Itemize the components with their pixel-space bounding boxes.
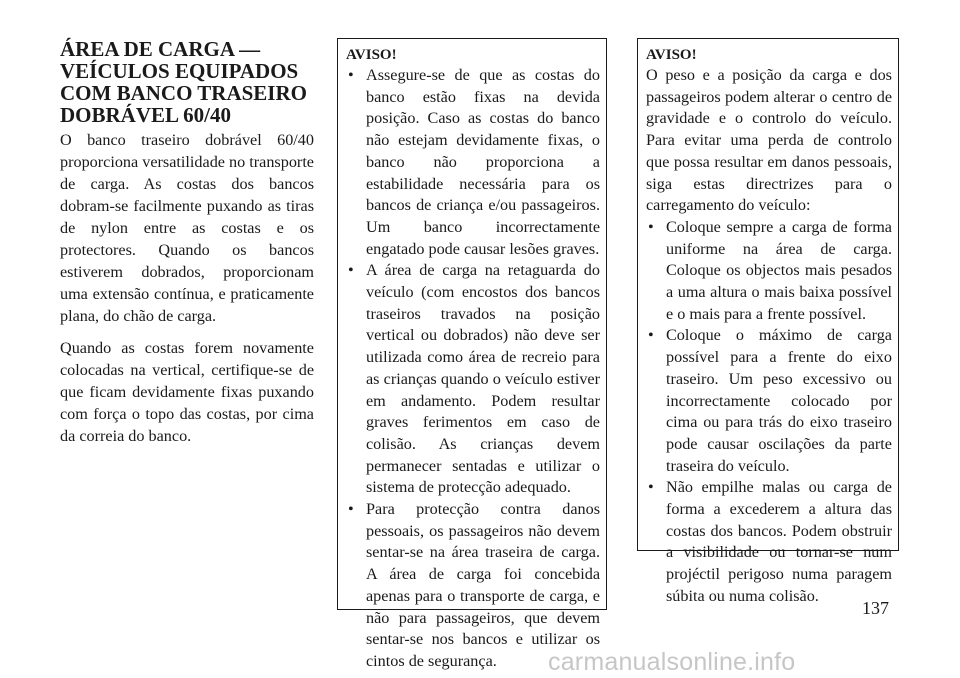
- warning-label: AVISO!: [346, 47, 397, 63]
- warning-bullet-list: [646, 217, 892, 608]
- body-paragraph: Quando as costas forem novamente colocadas na vertical, certifique-se de que ficam devidamente fixas puxando com força o topo das costas, por cima da correia do banco.: [60, 339, 314, 445]
- section-title: ÁREA DE CARGA — VEÍCULOS EQUIPADOS COM BANCO TRASEIRO DOBRÁVEL 60/40: [60, 37, 307, 127]
- watermark: carmanualsonline.info: [548, 648, 796, 676]
- warning-intro: O peso e a posição da carga e dos passageiros podem alterar o centro de gravidade e o controlo do veículo. Para evitar uma perda de controlo que possa resultar em danos pessoais, siga estas directrizes para o carregamento do veículo:: [646, 66, 892, 215]
- warning-bullet: • Não empilhe malas ou carga de forma a excederem a altura das costas dos bancos. Podem obstruir a visibilidade ou tornar-se num projéctil perigoso numa paragem súbita ou numa colisão.: [646, 477, 892, 607]
- warning-box: [637, 38, 899, 605]
- right-column: [637, 38, 899, 605]
- warning-box: [337, 38, 607, 670]
- warning-bullet: • A área de carga na retaguarda do veículo (com encostos dos bancos traseiros travados na posição vertical ou dobrados) não deve ser utilizada como área de recreio para as crianças quando o veículo estiver em andamento. Podem resultar graves ferimentos em caso de colisão. As crianças devem permanecer sentadas e utilizar o sistema de protecção adequado.: [346, 260, 600, 499]
- warning-bullet: • Para protecção contra danos pessoais, os passageiros não devem sentar-se na área traseira de carga. A área de carga foi concebida apenas para o transporte de carga, e não para passageiros, que devem sentar-se nos bancos e utilizar os cintos de segurança.: [346, 499, 600, 673]
- warning-bullet: • Assegure-se de que as costas do banco estão fixas na devida posição. Caso as costas do banco não estejam devidamente fixas, o banco não proporciona a estabilidade necessária para os bancos de criança e/ou passageiros. Um banco incorrectamente engatado pode causar lesões graves.: [346, 65, 600, 260]
- warning-bullet: • Coloque sempre a carga de forma uniforme na área de carga. Coloque os objectos mais pesados a uma altura o mais baixa possível e o mais para a frente possível.: [646, 217, 892, 326]
- warning-bullet-list: [346, 65, 600, 673]
- middle-column: [337, 38, 607, 670]
- warning-label: AVISO!: [646, 47, 697, 63]
- body-paragraph: O banco traseiro dobrável 60/40 proporciona versatilidade no transporte de carga. As costas dos bancos dobram-se facilmente puxando as tiras de nylon entre as costas e os protectores. Quando os bancos estiverem dobrados, proporcionam uma extensão contínua, e praticamente plana, do chão de carga.: [60, 131, 314, 325]
- warning-bullet: • Coloque o máximo de carga possível para a frente do eixo traseiro. Um peso excessivo ou incorrectamente colocado por cima ou para trás do eixo traseiro pode causar oscilações da parte traseira do veículo.: [646, 325, 892, 477]
- left-column: [60, 38, 314, 457]
- page-number: 137: [862, 598, 889, 618]
